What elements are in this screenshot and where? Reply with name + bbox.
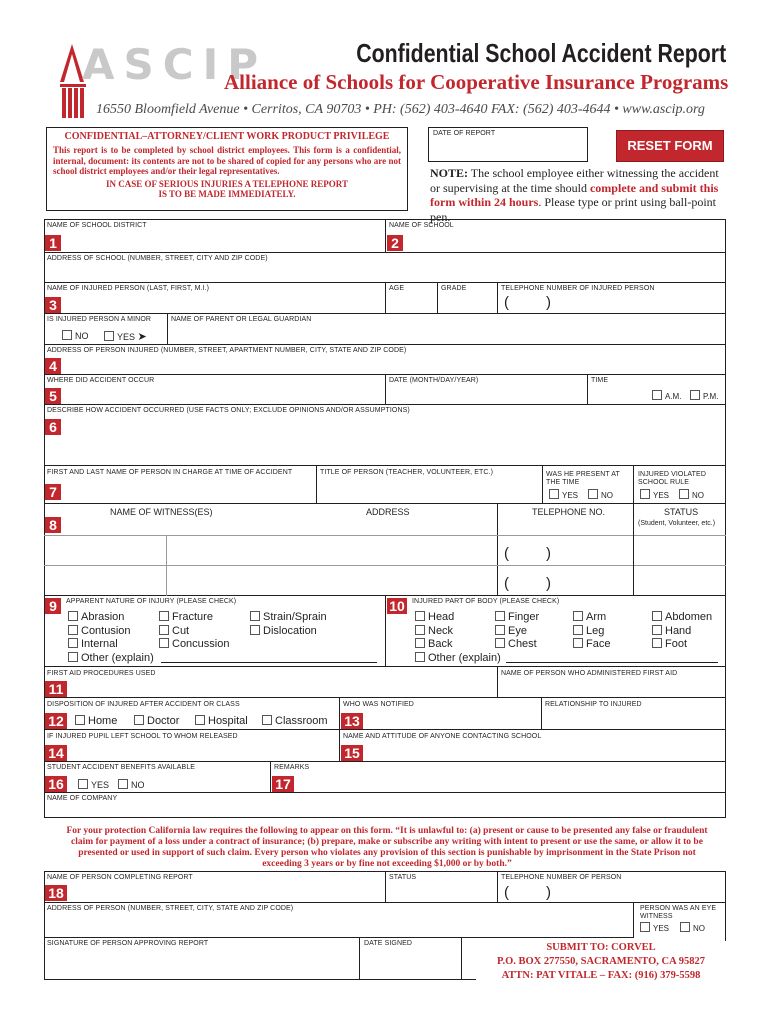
age-label: AGE xyxy=(389,285,405,292)
page-title: Confidential School Accident Report xyxy=(356,38,726,68)
present-no-checkbox[interactable] xyxy=(588,489,598,499)
pm-option[interactable]: P.M. xyxy=(690,390,718,401)
submit-line2: P.O. BOX 277550, SACRAMENTO, CA 95827 xyxy=(497,956,705,967)
remarks-label: REMARKS xyxy=(274,764,310,771)
witness2-paren-open: ( xyxy=(504,575,509,592)
body-other-checkbox[interactable] xyxy=(415,652,425,662)
describe-label: DESCRIBE HOW ACCIDENT OCCURRED (USE FACTS ONLY; EXCLUDE OPINIONS AND/OR ASSUMPTIONS) xyxy=(47,407,410,414)
injury-dislocation[interactable]: Dislocation xyxy=(250,625,327,639)
section-badge-4: 4 xyxy=(45,358,61,374)
witness2-paren-close: ) xyxy=(546,575,551,592)
body-foot[interactable]: Foot xyxy=(652,638,712,652)
date-signed-label: DATE SIGNED xyxy=(364,940,413,947)
section-badge-14: 14 xyxy=(45,745,67,761)
witness1-paren-close: ) xyxy=(546,545,551,562)
violated-yes-option[interactable]: YES xyxy=(640,489,669,500)
present-yes-option[interactable]: YES xyxy=(549,489,578,500)
note-text1: The school employee either witnessing the accident or supervising at the time should xyxy=(430,166,719,195)
section-badge-12: 12 xyxy=(45,713,67,729)
body-back[interactable]: Back xyxy=(415,638,501,652)
section-badge-3: 3 xyxy=(45,297,61,313)
submit-block xyxy=(476,941,726,983)
minor-no-option[interactable]: NO xyxy=(62,330,89,341)
injury-abrasion[interactable]: Abrasion xyxy=(68,611,154,625)
witness-status-label: STATUS xyxy=(664,507,699,517)
body-face-checkbox[interactable] xyxy=(573,638,583,648)
violated-no-checkbox[interactable] xyxy=(679,489,689,499)
minor-yes-option[interactable]: YES ➤ xyxy=(104,330,147,343)
witness1-paren-open: ( xyxy=(504,545,509,562)
notice-serious: IN CASE OF SERIOUS INJURIES A TELEPHONE REPORT IS TO BE MADE IMMEDIATELY. xyxy=(106,178,348,199)
signature-label: SIGNATURE OF PERSON APPROVING REPORT xyxy=(47,940,209,947)
notice-body: This report is to be completed by school district employees. This form is a confidential, internal, document: its contents are not to be shared of copied for any persons who are not school district employees and/or their legal representatives. xyxy=(53,145,401,176)
section-badge-15: 15 xyxy=(341,745,363,761)
section-badge-9: 9 xyxy=(45,598,61,614)
body-finger[interactable]: Finger xyxy=(495,611,539,625)
eye-witness-no-checkbox[interactable] xyxy=(680,922,690,932)
body-leg[interactable]: Leg xyxy=(573,625,610,639)
section-badge-8: 8 xyxy=(45,517,61,533)
injury-fracture-checkbox[interactable] xyxy=(159,611,169,621)
submit-line3: ATTN: PAT VITALE – FAX: (916) 379-5598 xyxy=(501,970,701,981)
injury-internal-checkbox[interactable] xyxy=(68,638,78,648)
benefits-no-checkbox[interactable] xyxy=(118,779,128,789)
body-head-checkbox[interactable] xyxy=(415,611,425,621)
body-eye-checkbox[interactable] xyxy=(495,625,505,635)
disposition-home-checkbox[interactable] xyxy=(75,715,85,725)
company-label: NAME OF COMPANY xyxy=(47,795,118,802)
section-badge-16: 16 xyxy=(45,776,67,792)
section-badge-2: 2 xyxy=(387,235,403,251)
where-label: WHERE DID ACCIDENT OCCUR xyxy=(47,377,155,384)
body-neck-checkbox[interactable] xyxy=(415,625,425,635)
contacting-label: NAME AND ATTITUDE OF ANYONE CONTACTING SCHOOL xyxy=(343,733,542,740)
phone-paren-open: ( xyxy=(504,294,509,311)
disposition-doctor[interactable]: Doctor xyxy=(134,715,179,727)
date-of-report-field[interactable] xyxy=(428,127,588,162)
body-hand[interactable]: Hand xyxy=(652,625,712,639)
legal-warning: For your protection California law requires the following to appear on this form. “It is unlawful to: (a) present or cause to be presented any false or fraudulent claim for payment of a loss under a contract of insurance; (b) prepare, make or subscribe any writing with intent to present or use the same, or allow it to be presented or used in support of such claim. Every person who violates any provision of this section is punishable by imprisonment in the State Prison not exceeding 3 years or by fine not exceeding $1,000 or by both.” xyxy=(66,826,708,869)
logo-wordmark: ASCIP xyxy=(82,40,267,89)
status2-label: STATUS xyxy=(389,874,417,881)
notice-heading: CONFIDENTIAL–ATTORNEY/CLIENT WORK PRODUCT PRIVILEGE xyxy=(64,131,390,142)
injury-dislocation-checkbox[interactable] xyxy=(250,625,260,635)
date-label: DATE (MONTH/DAY/YEAR) xyxy=(389,377,479,384)
section-badge-10: 10 xyxy=(387,598,407,614)
in-charge-label: FIRST AND LAST NAME OF PERSON IN CHARGE AT TIME OF ACCIDENT xyxy=(47,469,293,476)
minor-label: IS INJURED PERSON A MINOR xyxy=(47,316,152,323)
administered-label: NAME OF PERSON WHO ADMINISTERED FIRST AID xyxy=(501,670,678,677)
injury-strain-checkbox[interactable] xyxy=(250,611,260,621)
benefits-yes-option[interactable]: YES xyxy=(78,779,109,790)
submission-note xyxy=(430,166,728,224)
disposition-home[interactable]: Home xyxy=(75,715,117,727)
injury-other-line xyxy=(161,662,377,663)
injury-other-checkbox[interactable] xyxy=(68,652,78,662)
eye-witness-no-option[interactable]: NO xyxy=(680,922,705,933)
eye-witness-yes-checkbox[interactable] xyxy=(640,922,650,932)
injury-other[interactable]: Other (explain) xyxy=(68,652,154,666)
released-label: IF INJURED PUPIL LEFT SCHOOL TO WHOM RELEASED xyxy=(47,733,238,740)
nature-label: APPARENT NATURE OF INJURY (PLEASE CHECK) xyxy=(66,598,237,605)
section-badge-5: 5 xyxy=(45,388,61,404)
injury-abrasion-checkbox[interactable] xyxy=(68,611,78,621)
phone-paren-close: ) xyxy=(546,294,551,311)
body-foot-checkbox[interactable] xyxy=(652,638,662,648)
confidential-notice xyxy=(46,127,408,211)
body-hand-checkbox[interactable] xyxy=(652,625,662,635)
time-label: TIME xyxy=(591,377,609,384)
disposition-hospital[interactable]: Hospital xyxy=(195,715,248,727)
injury-internal[interactable]: Internal xyxy=(68,638,154,652)
am-checkbox[interactable] xyxy=(652,390,662,400)
witness-telephone-label: TELEPHONE NO. xyxy=(532,507,606,517)
body-abdomen[interactable]: Abdomen xyxy=(652,611,712,625)
body-col2 xyxy=(495,611,539,652)
violated-label: INJURED VIOLATED SCHOOL RULE xyxy=(638,471,706,486)
note-highlight: complete and submit this form within 24 hours xyxy=(430,180,719,209)
relationship-label: RELATIONSHIP TO INJURED xyxy=(545,701,642,708)
injury-col1 xyxy=(68,611,154,665)
org-name: Alliance of Schools for Cooperative Insurance Programs xyxy=(224,70,729,94)
disposition-doctor-checkbox[interactable] xyxy=(134,715,144,725)
section-badge-18: 18 xyxy=(45,885,67,901)
body-chest-checkbox[interactable] xyxy=(495,638,505,648)
section-badge-1: 1 xyxy=(45,235,61,251)
section-badge-17: 17 xyxy=(272,776,294,792)
injury-concussion[interactable]: Concussion xyxy=(159,638,229,652)
body-part-label: INJURED PART OF BODY (PLEASE CHECK) xyxy=(412,598,560,605)
school-district-label: NAME OF SCHOOL DISTRICT xyxy=(47,222,147,229)
body-col3 xyxy=(573,611,610,652)
am-option[interactable]: A.M. xyxy=(652,390,681,401)
injury-cut-checkbox[interactable] xyxy=(159,625,169,635)
injured-name-label: NAME OF INJURED PERSON (LAST, FIRST, M.I.) xyxy=(47,285,210,292)
injury-contusion-checkbox[interactable] xyxy=(68,625,78,635)
org-address: 16550 Bloomfield Avenue • Cerritos, CA 90703 • PH: (562) 403-4640 FAX: (562) 403-4644 • www.ascip.org xyxy=(96,102,705,117)
injury-strain[interactable]: Strain/Sprain xyxy=(250,611,327,625)
body-face[interactable]: Face xyxy=(573,638,610,652)
body-chest[interactable]: Chest xyxy=(495,638,539,652)
section-badge-6: 6 xyxy=(45,419,61,435)
body-back-checkbox[interactable] xyxy=(415,638,425,648)
pm-checkbox[interactable] xyxy=(690,390,700,400)
injury-col2 xyxy=(159,611,229,652)
benefits-no-option[interactable]: NO xyxy=(118,779,145,790)
grade-label: GRADE xyxy=(441,285,467,292)
benefits-label: STUDENT ACCIDENT BENEFITS AVAILABLE xyxy=(47,764,196,771)
violated-no-option[interactable]: NO xyxy=(679,489,704,500)
note-text2: . Please type or print using ball-point pen. xyxy=(430,195,716,224)
body-finger-checkbox[interactable] xyxy=(495,611,505,621)
body-arm[interactable]: Arm xyxy=(573,611,610,625)
injury-col3 xyxy=(250,611,327,638)
injury-contusion[interactable]: Contusion xyxy=(68,625,154,639)
injury-concussion-checkbox[interactable] xyxy=(159,638,169,648)
body-eye[interactable]: Eye xyxy=(495,625,539,639)
eye-witness-label: PERSON WAS AN EYE WITNESS xyxy=(640,905,717,920)
body-col1 xyxy=(415,611,501,665)
witness-status-sub: (Student, Volunteer, etc.) xyxy=(638,520,716,527)
note-prefix: NOTE: xyxy=(430,166,469,180)
minor-no-checkbox[interactable] xyxy=(62,330,72,340)
address-person-label: ADDRESS OF PERSON (NUMBER, STREET, CITY, STATE AND ZIP CODE) xyxy=(47,905,294,912)
arrow-icon: ➤ xyxy=(137,331,147,343)
violated-yes-checkbox[interactable] xyxy=(640,489,650,499)
witness-label: NAME OF WITNESS(ES) xyxy=(110,507,213,517)
person-phone-paren-close: ) xyxy=(546,884,551,901)
body-arm-checkbox[interactable] xyxy=(573,611,583,621)
section-badge-7: 7 xyxy=(45,484,61,500)
body-other-line xyxy=(506,662,718,663)
person-phone-paren-open: ( xyxy=(504,884,509,901)
benefits-yes-checkbox[interactable] xyxy=(78,779,88,789)
notified-label: WHO WAS NOTIFIED xyxy=(343,701,414,708)
school-name-label: NAME OF SCHOOL xyxy=(389,222,454,229)
section-badge-13: 13 xyxy=(341,713,363,729)
completing-label: NAME OF PERSON COMPLETING REPORT xyxy=(47,874,193,881)
section-badge-11: 11 xyxy=(45,681,67,697)
present-label: WAS HE PRESENT AT THE TIME xyxy=(546,471,620,486)
body-col4 xyxy=(652,611,712,652)
disposition-classroom[interactable]: Classroom xyxy=(262,715,328,727)
phone-person-label: TELEPHONE NUMBER OF PERSON xyxy=(501,874,622,881)
present-yes-checkbox[interactable] xyxy=(549,489,559,499)
school-address-label: ADDRESS OF SCHOOL (NUMBER, STREET, CITY AND ZIP CODE) xyxy=(47,255,268,262)
injury-fracture[interactable]: Fracture xyxy=(159,611,229,625)
body-leg-checkbox[interactable] xyxy=(573,625,583,635)
first-aid-label: FIRST AID PROCEDURES USED xyxy=(47,670,156,677)
witness-address-label: ADDRESS xyxy=(366,507,410,517)
reset-form-button[interactable]: RESET FORM xyxy=(616,130,724,162)
submit-line1: SUBMIT TO: CORVEL xyxy=(546,942,656,953)
injured-phone-label: TELEPHONE NUMBER OF INJURED PERSON xyxy=(501,285,655,292)
date-of-report-label: DATE OF REPORT xyxy=(433,130,496,137)
disposition-label: DISPOSITION OF INJURED AFTER ACCIDENT OR CLASS xyxy=(47,701,240,708)
body-neck[interactable]: Neck xyxy=(415,625,501,639)
eye-witness-yes-option[interactable]: YES xyxy=(640,922,669,933)
body-head[interactable]: Head xyxy=(415,611,501,625)
present-no-option[interactable]: NO xyxy=(588,489,613,500)
disposition-hospital-checkbox[interactable] xyxy=(195,715,205,725)
injured-address-label: ADDRESS OF PERSON INJURED (NUMBER, STREET, APARTMENT NUMBER, CITY, STATE AND ZIP CODE) xyxy=(47,347,407,354)
guardian-label: NAME OF PARENT OR LEGAL GUARDIAN xyxy=(171,316,312,323)
injury-cut[interactable]: Cut xyxy=(159,625,229,639)
body-abdomen-checkbox[interactable] xyxy=(652,611,662,621)
title-person-label: TITLE OF PERSON (TEACHER, VOLUNTEER, ETC.) xyxy=(320,469,493,476)
minor-yes-checkbox[interactable] xyxy=(104,331,114,341)
body-other[interactable]: Other (explain) xyxy=(415,652,501,666)
disposition-classroom-checkbox[interactable] xyxy=(262,715,272,725)
